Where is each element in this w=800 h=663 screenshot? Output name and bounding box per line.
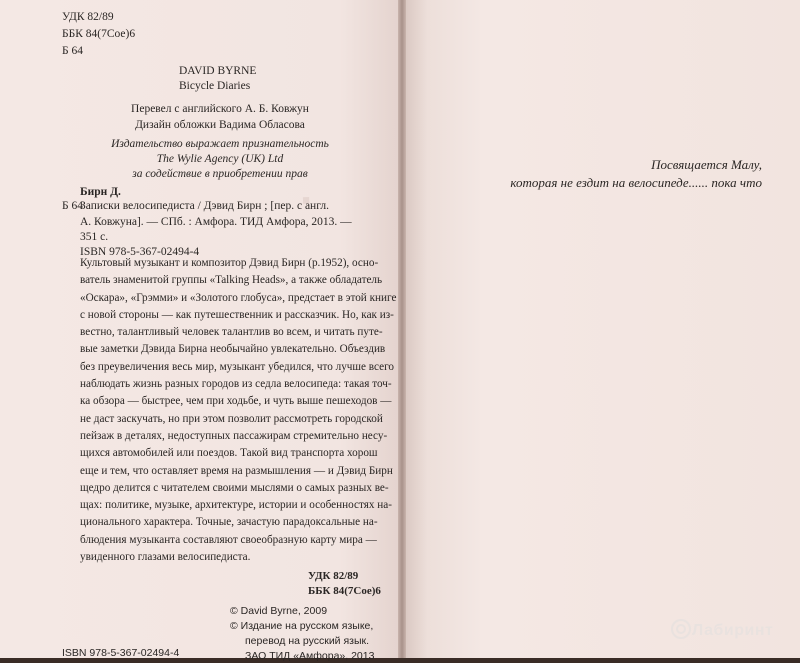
dedication-line-2: которая не ездит на велосипеде...... пока что: [510, 175, 762, 190]
catalog-line-3: 351 с.: [80, 231, 109, 243]
annotation-line: наблюдать жизнь разных городов из седла велосипеда: такая точ-: [80, 378, 392, 391]
catalog-udk: УДК 82/89: [308, 570, 359, 582]
annotation-line: ка обзора — быстрее, чем при ходьбе, и чуть выше пешеходов —: [80, 395, 392, 408]
catalog-line-1: Записки велосипедиста / Дэвид Бирн ; [пер. с англ.: [80, 200, 329, 212]
original-author: DAVID BYRNE: [179, 65, 257, 77]
book-gutter: [398, 0, 406, 658]
annotation-line: вые заметки Дэвида Бирна необычайно увлекательно. Объездив: [80, 343, 386, 356]
thanks-line-1: Издательство выражает признательность: [111, 138, 329, 150]
copyright-2a: © Издание на русском языке,: [230, 620, 374, 632]
thanks-line-2: The Wylie Agency (UK) Ltd: [156, 153, 284, 165]
author-mark: Б 64: [62, 45, 83, 57]
cover-credit: Дизайн обложки Вадима Обласова: [135, 119, 305, 131]
catalog-line-2: А. Ковжуна]. — СПб. : Амфора. ТИД Амфора, 2013. —: [80, 216, 352, 228]
annotation-line: еще и тем, что оставляет время на размышления — и Дэвид Бирн: [80, 464, 393, 477]
right-page: [404, 0, 800, 658]
annotation-line: щах: политике, музыке, архитектуре, истории и особенностях на-: [80, 499, 392, 512]
annotation: [80, 255, 397, 566]
dedication-line-1: Посвящается Малу,: [651, 157, 762, 172]
original-title: Bicycle Diaries: [179, 80, 251, 92]
catalog-author: Бирн Д.: [80, 186, 121, 198]
annotation-line: с новой стороны — как путешественник и рассказчик. Но, как из-: [80, 308, 394, 321]
catalog-bbk: ББК 84(7Сое)6: [308, 585, 381, 597]
copyright-1: © David Byrne, 2009: [230, 605, 328, 617]
annotation-line: Культовый музыкант и композитор Дэвид Бирн (р.1952), осно-: [80, 257, 379, 269]
annotation-line: без преувеличения весь мир, музыкант убедился, что лучше всего: [80, 360, 394, 373]
bbk-code: ББК 84(7Сое)6: [62, 28, 136, 40]
annotation-line: ционального характера. Точные, зачастую парадоксальные на-: [80, 516, 378, 529]
annotation-line: увиденного глазами велосипедиста.: [80, 551, 251, 564]
annotation-line: вестно, талантливый человек талантлив во всем, и читать путе-: [80, 326, 383, 339]
annotation-line: не даст заскучать, но при этом позволит рассмотреть городской: [80, 412, 383, 425]
annotation-line: «Оскара», «Грэмми» и «Золотого глобуса», предстает в этой книге: [80, 291, 397, 304]
annotation-line: щедро делится с читателем своими мыслями о самых разных ве-: [80, 481, 389, 494]
annotation-line: пейзаж в деталях, недоступных пассажирам стремительно несу-: [80, 429, 388, 442]
show-through-shadow: ·: [299, 175, 316, 226]
translator-credit: Перевел с английского А. Б. Ковжун: [131, 103, 309, 115]
copyright-2c: ЗАО ТИД «Амфора», 2013: [245, 650, 375, 662]
annotation-line: блюдения музыканта составляют своеобразную карту мира —: [80, 533, 377, 546]
watermark-logo: Лабиринт: [692, 622, 774, 639]
thanks-line-3: за содействие в приобретении прав: [132, 168, 308, 180]
annotation-line: ватель знаменитой группы «Talking Heads», а также обладатель: [80, 274, 383, 287]
annotation-line: щихся автомобилей или поездов. Такой вид транспорта хорош: [80, 447, 378, 460]
labirint-logo-icon: [670, 618, 692, 640]
copyright-2b: перевод на русский язык.: [245, 635, 370, 647]
catalog-mark: Б 64: [62, 200, 83, 212]
isbn-bottom: ISBN 978-5-367-02494-4: [62, 647, 180, 659]
catalog-isbn: ISBN 978-5-367-02494-4: [80, 246, 200, 258]
udk-code: УДК 82/89: [62, 11, 114, 23]
